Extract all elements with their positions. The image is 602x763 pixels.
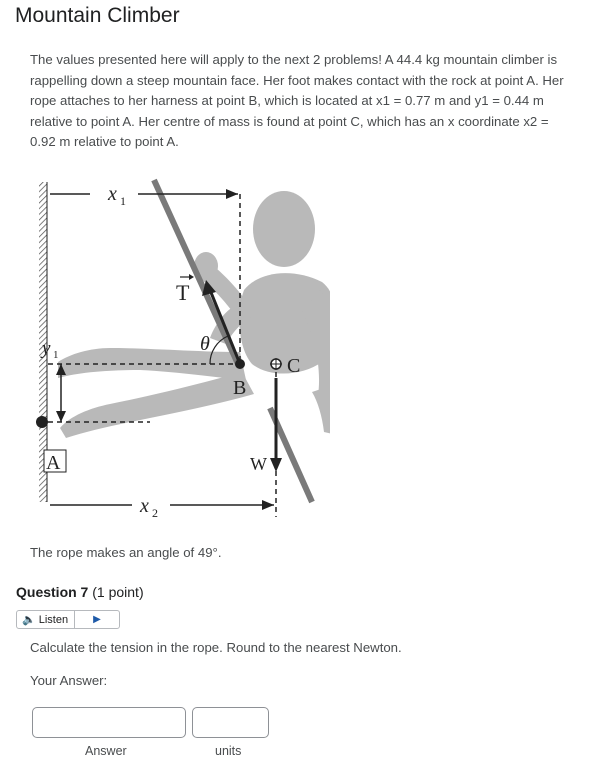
weight-label: W [250, 454, 267, 474]
speaker-icon: 🔈 [22, 614, 36, 626]
point-a [36, 416, 48, 428]
point-c-label: C [287, 355, 301, 377]
units-caption: units [215, 744, 242, 758]
x1-subscript: 1 [120, 194, 126, 208]
x1-label: x [108, 183, 117, 205]
answer-caption: Answer [85, 744, 127, 758]
rope-angle-note: The rope makes an angle of 49°. [30, 545, 222, 560]
rope [154, 180, 238, 364]
tension-label: T [176, 280, 190, 305]
listen-label: Listen [38, 613, 69, 626]
problem-intro: The values presented here will apply to the next 2 problems! A 44.4 kg mountain climber is rappelling down a steep mountain face. Her foot makes contact with the rock at point A. Her rope attaches to her harness at point B, which is located at x1 = 0.77 m and y1 = 0.44 m relative to point A. Her centre of mass is found at point C, which has an x coordinate x2 = 0.92 m relative to point A. [30, 52, 564, 150]
y1-label: y [42, 338, 51, 359]
climber-diagram [30, 172, 330, 532]
units-input[interactable] [192, 707, 269, 738]
point-b-label: B [233, 377, 247, 399]
theta-label: θ [200, 333, 210, 355]
question-title [16, 584, 144, 600]
point-a-label: A [46, 452, 61, 474]
play-button[interactable] [75, 611, 119, 628]
x2-label: x [140, 495, 149, 517]
your-answer-label: Your Answer: [30, 673, 108, 688]
listen-button[interactable] [17, 611, 75, 628]
climber-silhouette [58, 191, 330, 438]
answer-input[interactable] [32, 707, 186, 738]
question-text: Calculate the tension in the rope. Round to the nearest Newton. [30, 640, 402, 655]
listen-control[interactable] [16, 610, 120, 629]
question-points: (1 point) [92, 584, 144, 600]
question-number: Question 7 [16, 584, 89, 600]
point-b [235, 359, 245, 369]
page-title: Mountain Climber [15, 4, 180, 27]
play-icon: ▶ [93, 614, 101, 625]
y1-subscript: 1 [53, 349, 59, 361]
x2-subscript: 2 [152, 506, 158, 520]
